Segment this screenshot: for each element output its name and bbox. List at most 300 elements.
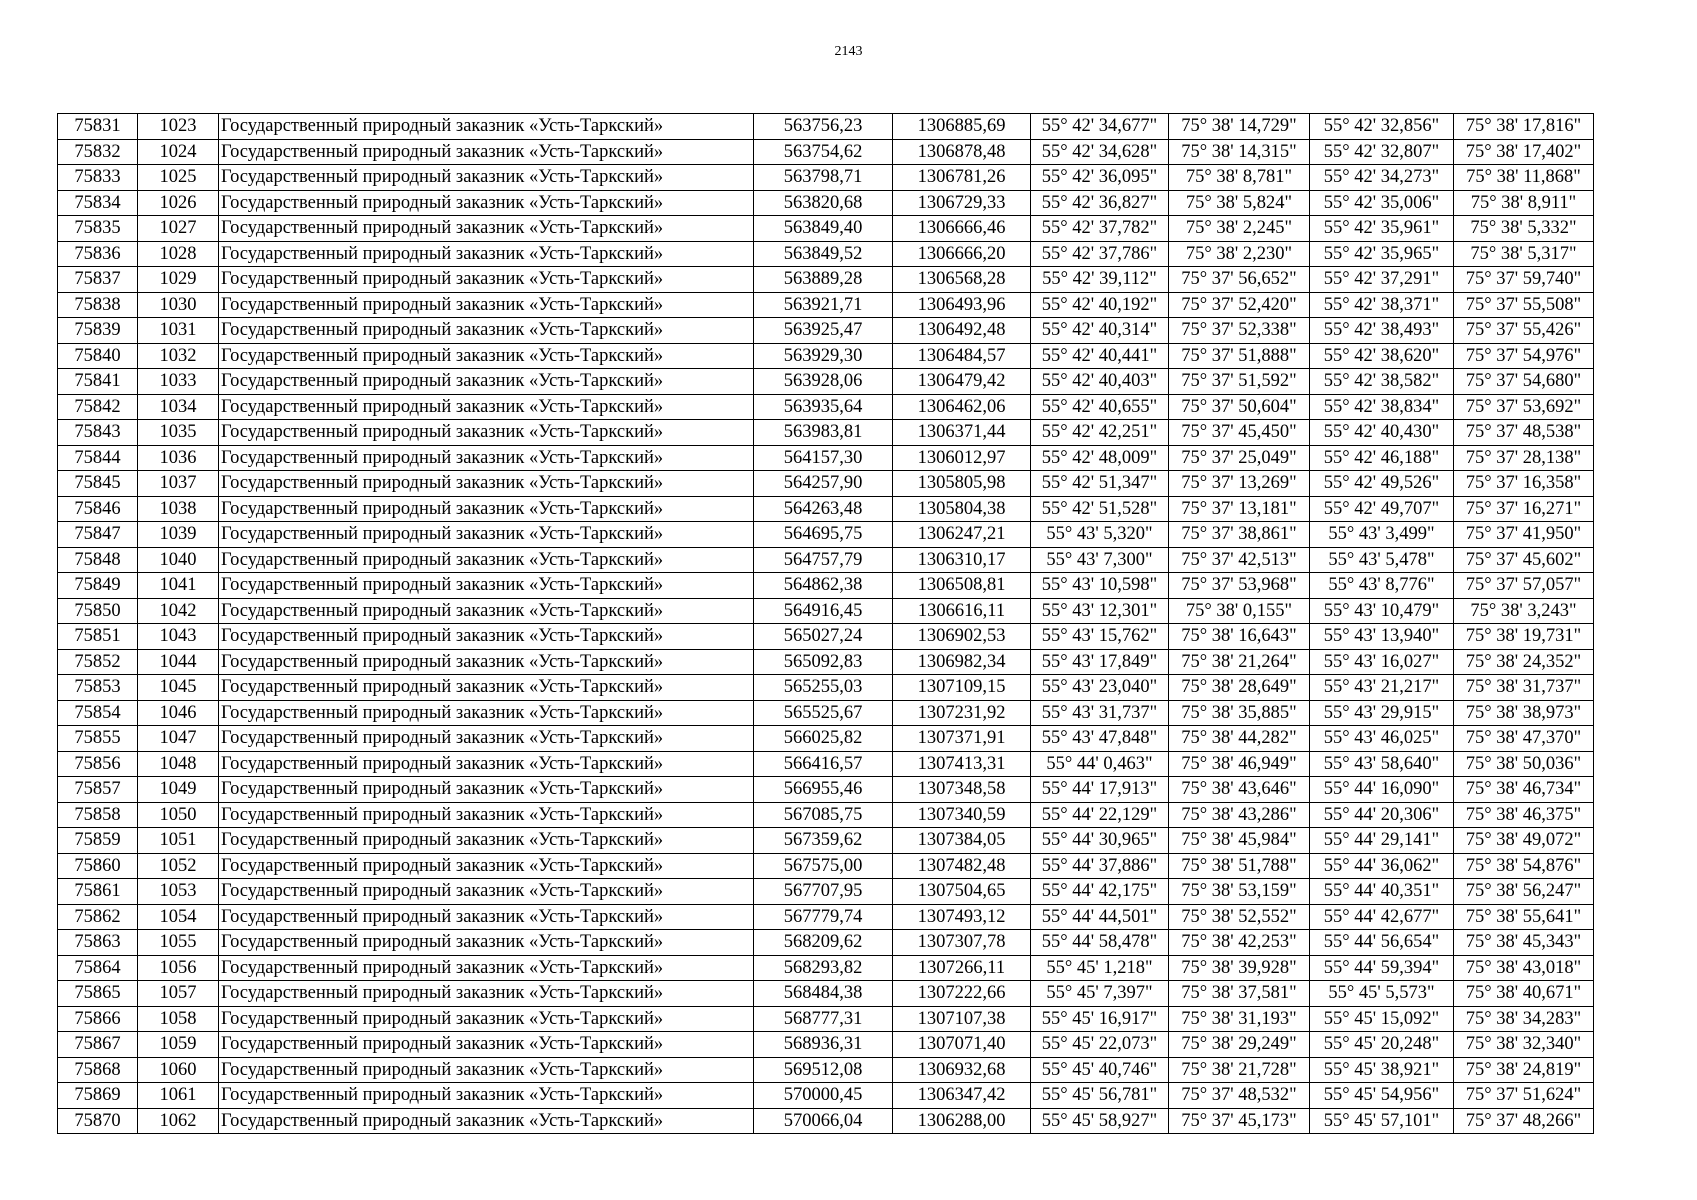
x-coordinate-cell: 564695,75 (754, 522, 893, 548)
table-row (58, 930, 1594, 956)
longitude-1-cell: 75° 38' 35,885" (1169, 700, 1310, 726)
latitude-1-cell: 55° 42' 36,095" (1031, 165, 1169, 191)
longitude-1-cell: 75° 37' 42,513" (1169, 547, 1310, 573)
row-number-cell: 75856 (58, 751, 138, 777)
longitude-1-cell: 75° 38' 31,193" (1169, 1006, 1310, 1032)
longitude-2-cell: 75° 38' 46,734" (1454, 777, 1594, 803)
y-coordinate-cell: 1307493,12 (893, 904, 1031, 930)
y-coordinate-cell: 1307107,38 (893, 1006, 1031, 1032)
latitude-2-cell: 55° 42' 38,582" (1310, 369, 1454, 395)
latitude-1-cell: 55° 42' 42,251" (1031, 420, 1169, 446)
longitude-2-cell: 75° 38' 5,332" (1454, 216, 1594, 242)
latitude-2-cell: 55° 45' 15,092" (1310, 1006, 1454, 1032)
x-coordinate-cell: 563849,40 (754, 216, 893, 242)
reserve-name-cell: Государственный природный заказник «Усть-Таркский» (219, 930, 754, 956)
longitude-2-cell: 75° 37' 28,138" (1454, 445, 1594, 471)
latitude-1-cell: 55° 42' 37,786" (1031, 241, 1169, 267)
x-coordinate-cell: 563921,71 (754, 292, 893, 318)
x-coordinate-cell: 568777,31 (754, 1006, 893, 1032)
y-coordinate-cell: 1307371,91 (893, 726, 1031, 752)
y-coordinate-cell: 1307266,11 (893, 955, 1031, 981)
longitude-1-cell: 75° 37' 13,269" (1169, 471, 1310, 497)
latitude-1-cell: 55° 44' 0,463" (1031, 751, 1169, 777)
x-coordinate-cell: 563849,52 (754, 241, 893, 267)
longitude-2-cell: 75° 38' 24,819" (1454, 1057, 1594, 1083)
longitude-2-cell: 75° 38' 46,375" (1454, 802, 1594, 828)
table-row (58, 981, 1594, 1007)
reserve-name-cell: Государственный природный заказник «Усть-Таркский» (219, 394, 754, 420)
longitude-1-cell: 75° 37' 45,450" (1169, 420, 1310, 446)
reserve-name-cell: Государственный природный заказник «Усть-Таркский» (219, 139, 754, 165)
latitude-2-cell: 55° 45' 57,101" (1310, 1108, 1454, 1134)
row-number-cell: 75845 (58, 471, 138, 497)
point-number-cell: 1031 (138, 318, 219, 344)
coordinates-table-container (57, 113, 1593, 1134)
y-coordinate-cell: 1306932,68 (893, 1057, 1031, 1083)
table-row (58, 496, 1594, 522)
latitude-1-cell: 55° 42' 37,782" (1031, 216, 1169, 242)
longitude-2-cell: 75° 38' 34,283" (1454, 1006, 1594, 1032)
longitude-1-cell: 75° 38' 52,552" (1169, 904, 1310, 930)
reserve-name-cell: Государственный природный заказник «Усть-Таркский» (219, 420, 754, 446)
table-row (58, 649, 1594, 675)
y-coordinate-cell: 1306347,42 (893, 1083, 1031, 1109)
row-number-cell: 75834 (58, 190, 138, 216)
reserve-name-cell: Государственный природный заказник «Усть-Таркский» (219, 216, 754, 242)
row-number-cell: 75859 (58, 828, 138, 854)
latitude-1-cell: 55° 45' 1,218" (1031, 955, 1169, 981)
row-number-cell: 75853 (58, 675, 138, 701)
longitude-2-cell: 75° 38' 55,641" (1454, 904, 1594, 930)
point-number-cell: 1050 (138, 802, 219, 828)
row-number-cell: 75841 (58, 369, 138, 395)
x-coordinate-cell: 564757,79 (754, 547, 893, 573)
reserve-name-cell: Государственный природный заказник «Усть-Таркский» (219, 1057, 754, 1083)
point-number-cell: 1025 (138, 165, 219, 191)
point-number-cell: 1033 (138, 369, 219, 395)
row-number-cell: 75854 (58, 700, 138, 726)
row-number-cell: 75852 (58, 649, 138, 675)
table-row (58, 624, 1594, 650)
row-number-cell: 75870 (58, 1108, 138, 1134)
point-number-cell: 1051 (138, 828, 219, 854)
longitude-1-cell: 75° 37' 45,173" (1169, 1108, 1310, 1134)
row-number-cell: 75868 (58, 1057, 138, 1083)
longitude-1-cell: 75° 38' 51,788" (1169, 853, 1310, 879)
latitude-1-cell: 55° 45' 7,397" (1031, 981, 1169, 1007)
point-number-cell: 1044 (138, 649, 219, 675)
point-number-cell: 1056 (138, 955, 219, 981)
table-row (58, 1083, 1594, 1109)
longitude-2-cell: 75° 38' 5,317" (1454, 241, 1594, 267)
reserve-name-cell: Государственный природный заказник «Усть-Таркский» (219, 445, 754, 471)
longitude-1-cell: 75° 38' 37,581" (1169, 981, 1310, 1007)
table-row (58, 547, 1594, 573)
x-coordinate-cell: 564862,38 (754, 573, 893, 599)
point-number-cell: 1055 (138, 930, 219, 956)
latitude-2-cell: 55° 44' 42,677" (1310, 904, 1454, 930)
latitude-1-cell: 55° 44' 22,129" (1031, 802, 1169, 828)
x-coordinate-cell: 564157,30 (754, 445, 893, 471)
latitude-2-cell: 55° 43' 16,027" (1310, 649, 1454, 675)
x-coordinate-cell: 567085,75 (754, 802, 893, 828)
reserve-name-cell: Государственный природный заказник «Усть-Таркский» (219, 879, 754, 905)
x-coordinate-cell: 569512,08 (754, 1057, 893, 1083)
x-coordinate-cell: 563889,28 (754, 267, 893, 293)
latitude-1-cell: 55° 42' 40,655" (1031, 394, 1169, 420)
x-coordinate-cell: 565027,24 (754, 624, 893, 650)
longitude-1-cell: 75° 38' 46,949" (1169, 751, 1310, 777)
longitude-2-cell: 75° 38' 49,072" (1454, 828, 1594, 854)
reserve-name-cell: Государственный природный заказник «Усть-Таркский» (219, 675, 754, 701)
latitude-2-cell: 55° 43' 8,776" (1310, 573, 1454, 599)
latitude-2-cell: 55° 44' 59,394" (1310, 955, 1454, 981)
table-row (58, 879, 1594, 905)
latitude-1-cell: 55° 43' 31,737" (1031, 700, 1169, 726)
latitude-2-cell: 55° 43' 13,940" (1310, 624, 1454, 650)
y-coordinate-cell: 1307340,59 (893, 802, 1031, 828)
reserve-name-cell: Государственный природный заказник «Усть-Таркский» (219, 573, 754, 599)
longitude-1-cell: 75° 37' 13,181" (1169, 496, 1310, 522)
row-number-cell: 75860 (58, 853, 138, 879)
x-coordinate-cell: 567359,62 (754, 828, 893, 854)
table-row (58, 777, 1594, 803)
reserve-name-cell: Государственный природный заказник «Усть-Таркский» (219, 802, 754, 828)
table-row (58, 700, 1594, 726)
latitude-1-cell: 55° 44' 17,913" (1031, 777, 1169, 803)
reserve-name-cell: Государственный природный заказник «Усть-Таркский» (219, 496, 754, 522)
latitude-2-cell: 55° 43' 21,217" (1310, 675, 1454, 701)
longitude-2-cell: 75° 38' 54,876" (1454, 853, 1594, 879)
y-coordinate-cell: 1306902,53 (893, 624, 1031, 650)
latitude-1-cell: 55° 43' 15,762" (1031, 624, 1169, 650)
longitude-2-cell: 75° 37' 51,624" (1454, 1083, 1594, 1109)
latitude-1-cell: 55° 42' 40,403" (1031, 369, 1169, 395)
latitude-1-cell: 55° 45' 58,927" (1031, 1108, 1169, 1134)
row-number-cell: 75858 (58, 802, 138, 828)
longitude-1-cell: 75° 38' 16,643" (1169, 624, 1310, 650)
longitude-2-cell: 75° 38' 43,018" (1454, 955, 1594, 981)
table-row (58, 394, 1594, 420)
y-coordinate-cell: 1306479,42 (893, 369, 1031, 395)
longitude-2-cell: 75° 37' 45,602" (1454, 547, 1594, 573)
reserve-name-cell: Государственный природный заказник «Усть-Таркский» (219, 522, 754, 548)
point-number-cell: 1043 (138, 624, 219, 650)
x-coordinate-cell: 567575,00 (754, 853, 893, 879)
longitude-1-cell: 75° 37' 52,420" (1169, 292, 1310, 318)
latitude-2-cell: 55° 44' 16,090" (1310, 777, 1454, 803)
point-number-cell: 1039 (138, 522, 219, 548)
y-coordinate-cell: 1307482,48 (893, 853, 1031, 879)
y-coordinate-cell: 1307222,66 (893, 981, 1031, 1007)
longitude-2-cell: 75° 37' 54,680" (1454, 369, 1594, 395)
table-row (58, 1006, 1594, 1032)
x-coordinate-cell: 564263,48 (754, 496, 893, 522)
table-row (58, 904, 1594, 930)
reserve-name-cell: Государственный природный заказник «Усть-Таркский» (219, 165, 754, 191)
x-coordinate-cell: 563798,71 (754, 165, 893, 191)
x-coordinate-cell: 568936,31 (754, 1032, 893, 1058)
table-row (58, 853, 1594, 879)
latitude-1-cell: 55° 45' 56,781" (1031, 1083, 1169, 1109)
reserve-name-cell: Государственный природный заказник «Усть-Таркский» (219, 649, 754, 675)
reserve-name-cell: Государственный природный заказник «Усть-Таркский» (219, 700, 754, 726)
point-number-cell: 1042 (138, 598, 219, 624)
coordinates-table (57, 113, 1594, 1134)
longitude-1-cell: 75° 37' 25,049" (1169, 445, 1310, 471)
point-number-cell: 1054 (138, 904, 219, 930)
longitude-1-cell: 75° 38' 45,984" (1169, 828, 1310, 854)
reserve-name-cell: Государственный природный заказник «Усть-Таркский» (219, 1108, 754, 1134)
row-number-cell: 75869 (58, 1083, 138, 1109)
latitude-1-cell: 55° 42' 34,628" (1031, 139, 1169, 165)
point-number-cell: 1049 (138, 777, 219, 803)
x-coordinate-cell: 564916,45 (754, 598, 893, 624)
point-number-cell: 1061 (138, 1083, 219, 1109)
latitude-2-cell: 55° 42' 38,620" (1310, 343, 1454, 369)
longitude-2-cell: 75° 38' 32,340" (1454, 1032, 1594, 1058)
y-coordinate-cell: 1305804,38 (893, 496, 1031, 522)
longitude-2-cell: 75° 38' 50,036" (1454, 751, 1594, 777)
x-coordinate-cell: 568293,82 (754, 955, 893, 981)
longitude-1-cell: 75° 37' 51,592" (1169, 369, 1310, 395)
point-number-cell: 1023 (138, 114, 219, 140)
x-coordinate-cell: 563820,68 (754, 190, 893, 216)
table-row (58, 802, 1594, 828)
point-number-cell: 1057 (138, 981, 219, 1007)
latitude-1-cell: 55° 44' 58,478" (1031, 930, 1169, 956)
y-coordinate-cell: 1306288,00 (893, 1108, 1031, 1134)
reserve-name-cell: Государственный природный заказник «Усть-Таркский» (219, 955, 754, 981)
point-number-cell: 1040 (138, 547, 219, 573)
latitude-2-cell: 55° 45' 54,956" (1310, 1083, 1454, 1109)
longitude-2-cell: 75° 37' 16,271" (1454, 496, 1594, 522)
reserve-name-cell: Государственный природный заказник «Усть-Таркский» (219, 726, 754, 752)
reserve-name-cell: Государственный природный заказник «Усть-Таркский» (219, 598, 754, 624)
y-coordinate-cell: 1306666,20 (893, 241, 1031, 267)
row-number-cell: 75867 (58, 1032, 138, 1058)
longitude-1-cell: 75° 37' 51,888" (1169, 343, 1310, 369)
latitude-1-cell: 55° 42' 40,441" (1031, 343, 1169, 369)
longitude-1-cell: 75° 37' 50,604" (1169, 394, 1310, 420)
latitude-1-cell: 55° 44' 30,965" (1031, 828, 1169, 854)
point-number-cell: 1045 (138, 675, 219, 701)
point-number-cell: 1059 (138, 1032, 219, 1058)
table-row (58, 292, 1594, 318)
y-coordinate-cell: 1307307,78 (893, 930, 1031, 956)
row-number-cell: 75857 (58, 777, 138, 803)
reserve-name-cell: Государственный природный заказник «Усть-Таркский» (219, 853, 754, 879)
reserve-name-cell: Государственный природный заказник «Усть-Таркский» (219, 471, 754, 497)
point-number-cell: 1060 (138, 1057, 219, 1083)
y-coordinate-cell: 1307504,65 (893, 879, 1031, 905)
reserve-name-cell: Государственный природный заказник «Усть-Таркский» (219, 547, 754, 573)
latitude-2-cell: 55° 42' 40,430" (1310, 420, 1454, 446)
latitude-2-cell: 55° 44' 40,351" (1310, 879, 1454, 905)
longitude-1-cell: 75° 38' 21,728" (1169, 1057, 1310, 1083)
longitude-2-cell: 75° 38' 45,343" (1454, 930, 1594, 956)
y-coordinate-cell: 1306781,26 (893, 165, 1031, 191)
point-number-cell: 1034 (138, 394, 219, 420)
latitude-2-cell: 55° 44' 29,141" (1310, 828, 1454, 854)
point-number-cell: 1032 (138, 343, 219, 369)
row-number-cell: 75836 (58, 241, 138, 267)
table-body (58, 114, 1594, 1134)
reserve-name-cell: Государственный природный заказник «Усть-Таркский» (219, 777, 754, 803)
table-row (58, 165, 1594, 191)
table-row (58, 267, 1594, 293)
longitude-1-cell: 75° 37' 52,338" (1169, 318, 1310, 344)
longitude-1-cell: 75° 38' 28,649" (1169, 675, 1310, 701)
point-number-cell: 1053 (138, 879, 219, 905)
longitude-2-cell: 75° 37' 59,740" (1454, 267, 1594, 293)
y-coordinate-cell: 1306885,69 (893, 114, 1031, 140)
latitude-1-cell: 55° 42' 51,347" (1031, 471, 1169, 497)
row-number-cell: 75832 (58, 139, 138, 165)
longitude-1-cell: 75° 38' 53,159" (1169, 879, 1310, 905)
y-coordinate-cell: 1306484,57 (893, 343, 1031, 369)
longitude-1-cell: 75° 37' 38,861" (1169, 522, 1310, 548)
point-number-cell: 1028 (138, 241, 219, 267)
latitude-2-cell: 55° 43' 5,478" (1310, 547, 1454, 573)
latitude-1-cell: 55° 43' 12,301" (1031, 598, 1169, 624)
table-row (58, 598, 1594, 624)
y-coordinate-cell: 1306493,96 (893, 292, 1031, 318)
table-row (58, 1057, 1594, 1083)
x-coordinate-cell: 565255,03 (754, 675, 893, 701)
reserve-name-cell: Государственный природный заказник «Усть-Таркский» (219, 1083, 754, 1109)
reserve-name-cell: Государственный природный заказник «Усть-Таркский» (219, 241, 754, 267)
x-coordinate-cell: 565525,67 (754, 700, 893, 726)
x-coordinate-cell: 563928,06 (754, 369, 893, 395)
point-number-cell: 1036 (138, 445, 219, 471)
row-number-cell: 75862 (58, 904, 138, 930)
latitude-1-cell: 55° 43' 5,320" (1031, 522, 1169, 548)
x-coordinate-cell: 563756,23 (754, 114, 893, 140)
reserve-name-cell: Государственный природный заказник «Усть-Таркский» (219, 1032, 754, 1058)
x-coordinate-cell: 564257,90 (754, 471, 893, 497)
y-coordinate-cell: 1306462,06 (893, 394, 1031, 420)
x-coordinate-cell: 567707,95 (754, 879, 893, 905)
longitude-1-cell: 75° 38' 0,155" (1169, 598, 1310, 624)
x-coordinate-cell: 570066,04 (754, 1108, 893, 1134)
longitude-1-cell: 75° 37' 48,532" (1169, 1083, 1310, 1109)
row-number-cell: 75838 (58, 292, 138, 318)
latitude-2-cell: 55° 43' 3,499" (1310, 522, 1454, 548)
longitude-1-cell: 75° 38' 43,286" (1169, 802, 1310, 828)
longitude-1-cell: 75° 38' 8,781" (1169, 165, 1310, 191)
y-coordinate-cell: 1306568,28 (893, 267, 1031, 293)
longitude-2-cell: 75° 38' 56,247" (1454, 879, 1594, 905)
longitude-2-cell: 75° 38' 19,731" (1454, 624, 1594, 650)
reserve-name-cell: Государственный природный заказник «Усть-Таркский» (219, 1006, 754, 1032)
table-row (58, 471, 1594, 497)
latitude-2-cell: 55° 42' 38,493" (1310, 318, 1454, 344)
table-row (58, 1032, 1594, 1058)
table-row (58, 726, 1594, 752)
table-row (58, 343, 1594, 369)
row-number-cell: 75864 (58, 955, 138, 981)
row-number-cell: 75865 (58, 981, 138, 1007)
point-number-cell: 1035 (138, 420, 219, 446)
x-coordinate-cell: 568209,62 (754, 930, 893, 956)
table-row (58, 573, 1594, 599)
longitude-2-cell: 75° 37' 55,426" (1454, 318, 1594, 344)
table-row (58, 139, 1594, 165)
latitude-1-cell: 55° 42' 39,112" (1031, 267, 1169, 293)
row-number-cell: 75837 (58, 267, 138, 293)
latitude-1-cell: 55° 44' 42,175" (1031, 879, 1169, 905)
longitude-2-cell: 75° 37' 48,266" (1454, 1108, 1594, 1134)
latitude-2-cell: 55° 42' 35,961" (1310, 216, 1454, 242)
y-coordinate-cell: 1307348,58 (893, 777, 1031, 803)
table-row (58, 1108, 1594, 1134)
reserve-name-cell: Государственный природный заказник «Усть-Таркский» (219, 292, 754, 318)
row-number-cell: 75835 (58, 216, 138, 242)
y-coordinate-cell: 1306371,44 (893, 420, 1031, 446)
latitude-2-cell: 55° 44' 56,654" (1310, 930, 1454, 956)
row-number-cell: 75843 (58, 420, 138, 446)
point-number-cell: 1027 (138, 216, 219, 242)
longitude-2-cell: 75° 38' 38,973" (1454, 700, 1594, 726)
latitude-2-cell: 55° 42' 32,807" (1310, 139, 1454, 165)
reserve-name-cell: Государственный природный заказник «Усть-Таркский» (219, 624, 754, 650)
point-number-cell: 1047 (138, 726, 219, 752)
x-coordinate-cell: 563935,64 (754, 394, 893, 420)
point-number-cell: 1038 (138, 496, 219, 522)
point-number-cell: 1029 (138, 267, 219, 293)
x-coordinate-cell: 566025,82 (754, 726, 893, 752)
longitude-1-cell: 75° 38' 29,249" (1169, 1032, 1310, 1058)
reserve-name-cell: Государственный природный заказник «Усть-Таркский» (219, 369, 754, 395)
table-row (58, 190, 1594, 216)
y-coordinate-cell: 1306666,46 (893, 216, 1031, 242)
latitude-2-cell: 55° 42' 49,707" (1310, 496, 1454, 522)
latitude-2-cell: 55° 42' 38,371" (1310, 292, 1454, 318)
longitude-1-cell: 75° 38' 21,264" (1169, 649, 1310, 675)
longitude-1-cell: 75° 38' 5,824" (1169, 190, 1310, 216)
table-row (58, 420, 1594, 446)
point-number-cell: 1052 (138, 853, 219, 879)
longitude-2-cell: 75° 38' 47,370" (1454, 726, 1594, 752)
row-number-cell: 75861 (58, 879, 138, 905)
table-row (58, 955, 1594, 981)
y-coordinate-cell: 1306878,48 (893, 139, 1031, 165)
x-coordinate-cell: 570000,45 (754, 1083, 893, 1109)
row-number-cell: 75842 (58, 394, 138, 420)
page-number: 2143 (834, 44, 863, 59)
table-row (58, 675, 1594, 701)
point-number-cell: 1030 (138, 292, 219, 318)
point-number-cell: 1026 (138, 190, 219, 216)
x-coordinate-cell: 565092,83 (754, 649, 893, 675)
latitude-1-cell: 55° 42' 36,827" (1031, 190, 1169, 216)
y-coordinate-cell: 1307231,92 (893, 700, 1031, 726)
longitude-2-cell: 75° 38' 40,671" (1454, 981, 1594, 1007)
x-coordinate-cell: 563754,62 (754, 139, 893, 165)
latitude-1-cell: 55° 44' 37,886" (1031, 853, 1169, 879)
y-coordinate-cell: 1306310,17 (893, 547, 1031, 573)
reserve-name-cell: Государственный природный заказник «Усть-Таркский» (219, 318, 754, 344)
longitude-1-cell: 75° 38' 39,928" (1169, 955, 1310, 981)
longitude-2-cell: 75° 38' 24,352" (1454, 649, 1594, 675)
table-row (58, 445, 1594, 471)
latitude-1-cell: 55° 43' 7,300" (1031, 547, 1169, 573)
table-row (58, 318, 1594, 344)
longitude-2-cell: 75° 37' 48,538" (1454, 420, 1594, 446)
y-coordinate-cell: 1306247,21 (893, 522, 1031, 548)
latitude-1-cell: 55° 45' 16,917" (1031, 1006, 1169, 1032)
